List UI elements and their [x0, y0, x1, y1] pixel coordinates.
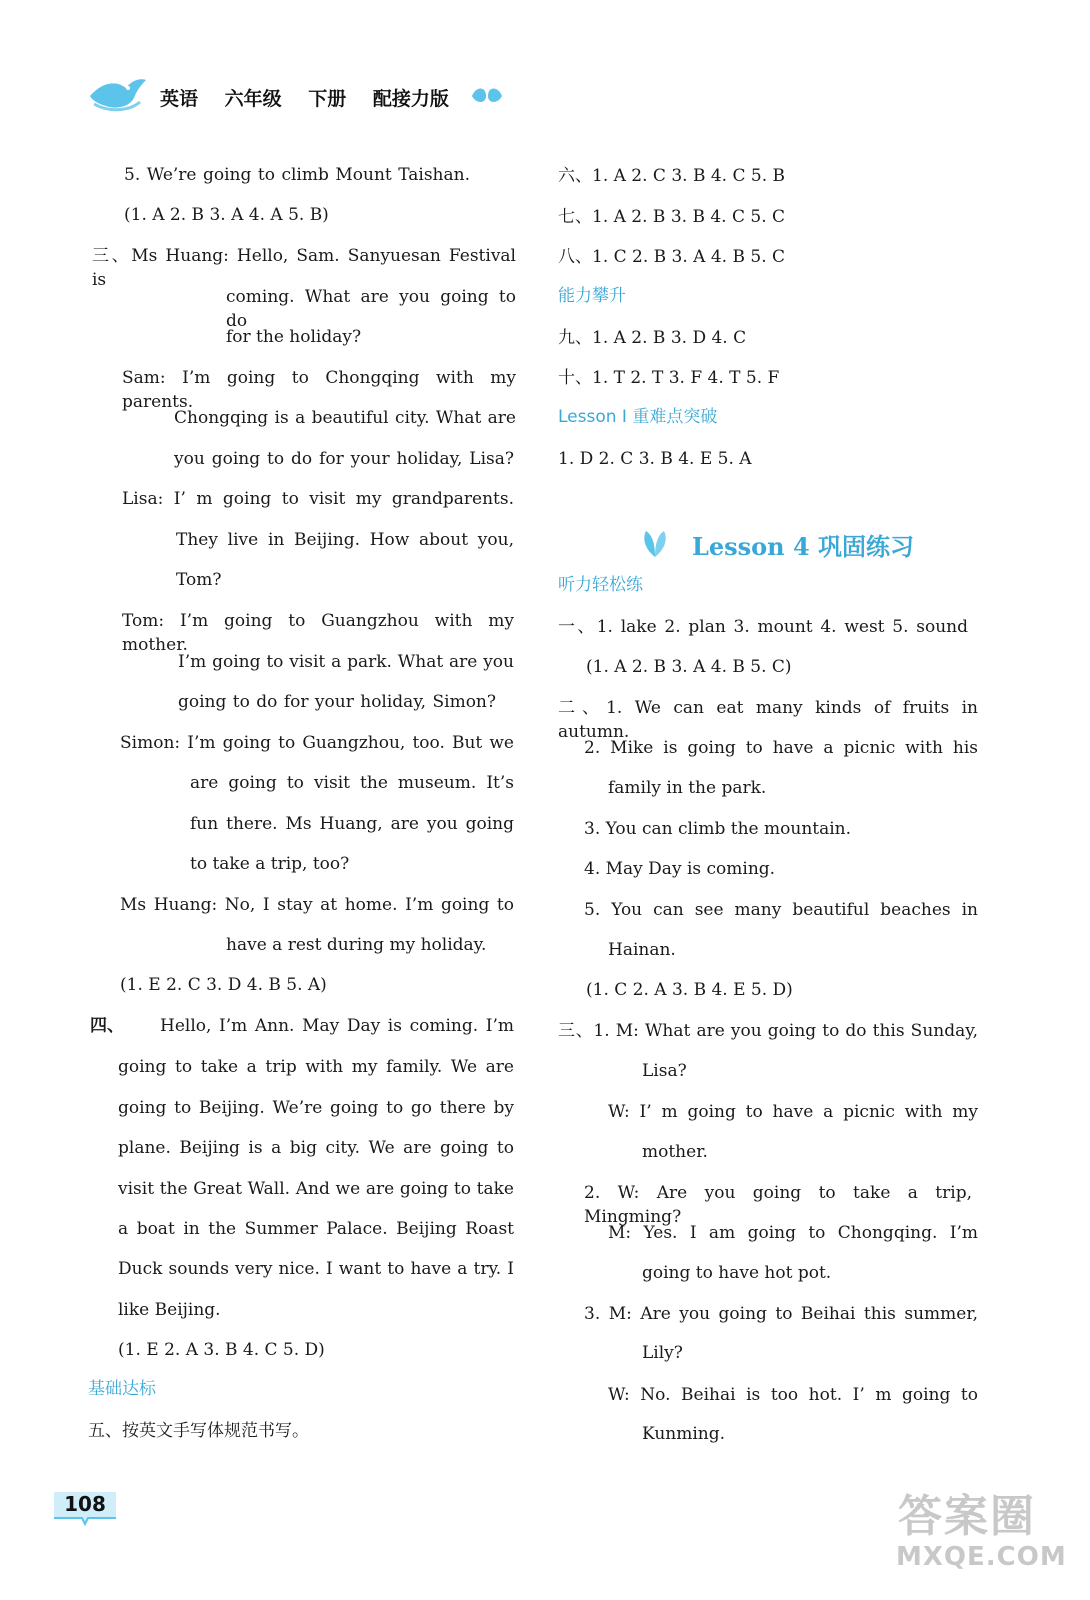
passage-line: visit the Great Wall. And we are going to take [118, 1179, 514, 1199]
dialogue-line: 3. M: Are you going to Beihai this summer, [584, 1304, 978, 1324]
page-number [52, 1488, 118, 1526]
section-instruction: 五、按英文手写体规范书写。 [88, 1421, 309, 1441]
answer-key: 八、1. C 2. B 3. A 4. B 5. C [558, 247, 786, 267]
dialogue-line: Tom? [176, 570, 222, 590]
answer-line: family in the park. [608, 778, 767, 798]
dialogue-line: Sam: I’m going to Chongqing with my parents. [122, 368, 516, 412]
dialogue-line: W: I’ m going to have a picnic with my [608, 1102, 978, 1122]
page-number-text: 108 [64, 1492, 106, 1516]
answer-key: (1. A 2. B 3. A 4. B 5. C) [586, 657, 792, 677]
answer-key: (1. C 2. A 3. B 4. E 5. D) [586, 980, 793, 1000]
passage-line: plane. Beijing is a big city. We are going to [118, 1138, 514, 1158]
leaf-icon [640, 529, 670, 559]
header-volume: 下册 [308, 88, 347, 110]
dialogue-line: Lisa? [642, 1061, 687, 1081]
dialogue-line: I’m going to visit a park. What are you [178, 652, 514, 672]
header-series: 配接力版 [372, 88, 449, 110]
dialogue-line: They live in Beijing. How about you, [176, 530, 514, 550]
answer-key: (1. E 2. A 3. B 4. C 5. D) [118, 1340, 325, 1360]
section-heading: 能力攀升 [558, 286, 626, 306]
passage-line: a boat in the Summer Palace. Beijing Roast [118, 1219, 514, 1239]
passage-line: going to take a trip with my family. We are [118, 1057, 514, 1077]
dialogue-line: going to have hot pot. [642, 1263, 832, 1283]
answer-key: 九、1. A 2. B 3. D 4. C [558, 328, 747, 348]
dialogue-line: fun there. Ms Huang, are you going [190, 814, 514, 834]
header-title [160, 84, 469, 111]
section-marker: 四、 [90, 1016, 124, 1036]
section-heading: Lesson I 重难点突破 [558, 407, 718, 427]
passage-line: like Beijing. [118, 1300, 221, 1320]
dialogue-line: to take a trip, too? [190, 854, 350, 874]
dialogue-line: for the holiday? [226, 327, 362, 347]
dialogue-line: Ms Huang: No, I stay at home. I’m going to [120, 895, 514, 915]
dialogue-line: M: Yes. I am going to Chongqing. I’m [608, 1223, 978, 1243]
answer-line: 3. You can climb the mountain. [584, 819, 852, 839]
answer-key: 六、1. A 2. C 3. B 4. C 5. B [558, 166, 786, 186]
dialogue-line: Lily? [642, 1343, 683, 1363]
dialogue-line: 三、1. M: What are you going to do this Sunday, [558, 1021, 978, 1041]
dialogue-line: are going to visit the museum. It’s [190, 773, 514, 793]
answer-key: 1. D 2. C 3. B 4. E 5. A [558, 449, 752, 469]
dialogue-line: coming. What are you going to do [226, 287, 516, 331]
watermark-logo: 答案圈 [898, 1491, 1036, 1542]
dialogue-line: going to do for your holiday, Simon? [178, 692, 496, 712]
dialogue-line: mother. [642, 1142, 708, 1162]
leaf-decoration-icon [470, 86, 504, 106]
watermark-url: MXQE.COM [896, 1542, 1067, 1572]
answer-line: 二、1. We can eat many kinds of fruits in autumn. [558, 698, 978, 742]
watermark [892, 1480, 1067, 1590]
dialogue-line: you going to do for your holiday, Lisa? [174, 449, 514, 469]
bird-logo-icon [88, 74, 148, 114]
header-grade: 六年级 [224, 88, 282, 110]
dialogue-line: have a rest during my holiday. [226, 935, 487, 955]
answer-line: 5. You can see many beautiful beaches in [584, 900, 978, 920]
answer-key: (1. A 2. B 3. A 4. A 5. B) [124, 205, 329, 225]
dialogue-line: 2. W: Are you going to take a trip, Mingming? [584, 1183, 972, 1227]
passage-line: Duck sounds very nice. I want to have a try. I [118, 1259, 514, 1279]
section-heading: 基础达标 [88, 1379, 156, 1399]
dialogue-line: Simon: I’m going to Guangzhou, too. But we [120, 733, 514, 753]
answer-key: 十、1. T 2. T 3. F 4. T 5. F [558, 368, 780, 388]
answer-key: 七、1. A 2. B 3. B 4. C 5. C [558, 207, 786, 227]
answer-key: (1. E 2. C 3. D 4. B 5. A) [120, 975, 327, 995]
header-subject: 英语 [160, 88, 199, 110]
answer-line: 2. Mike is going to have a picnic with his [584, 738, 978, 758]
answer-line: 4. May Day is coming. [584, 859, 776, 879]
answer-line: Hainan. [608, 940, 676, 960]
dialogue-line: Chongqing is a beautiful city. What are [174, 408, 516, 428]
lesson-title-text: Lesson 4 巩固练习 [692, 532, 915, 561]
dialogue-line: W: No. Beihai is too hot. I’ m going to [608, 1385, 978, 1405]
dialogue-line: Lisa: I’ m going to visit my grandparents. [122, 489, 514, 509]
passage-line: going to Beijing. We’re going to go there by [118, 1098, 514, 1118]
dialogue-line: Tom: I’m going to Guangzhou with my mother. [122, 611, 514, 655]
dialogue-line: Kunming. [642, 1424, 726, 1444]
dialogue-line: 三、Ms Huang: Hello, Sam. Sanyuesan Festival is [92, 246, 516, 290]
answer-line: 一、1. lake 2. plan 3. mount 4. west 5. sound [558, 617, 968, 637]
answer-line: 5. We’re going to climb Mount Taishan. [124, 165, 470, 185]
section-heading: 听力轻松练 [558, 575, 643, 595]
page-header [88, 74, 528, 118]
passage-line: Hello, I’m Ann. May Day is coming. I’m [160, 1016, 514, 1036]
